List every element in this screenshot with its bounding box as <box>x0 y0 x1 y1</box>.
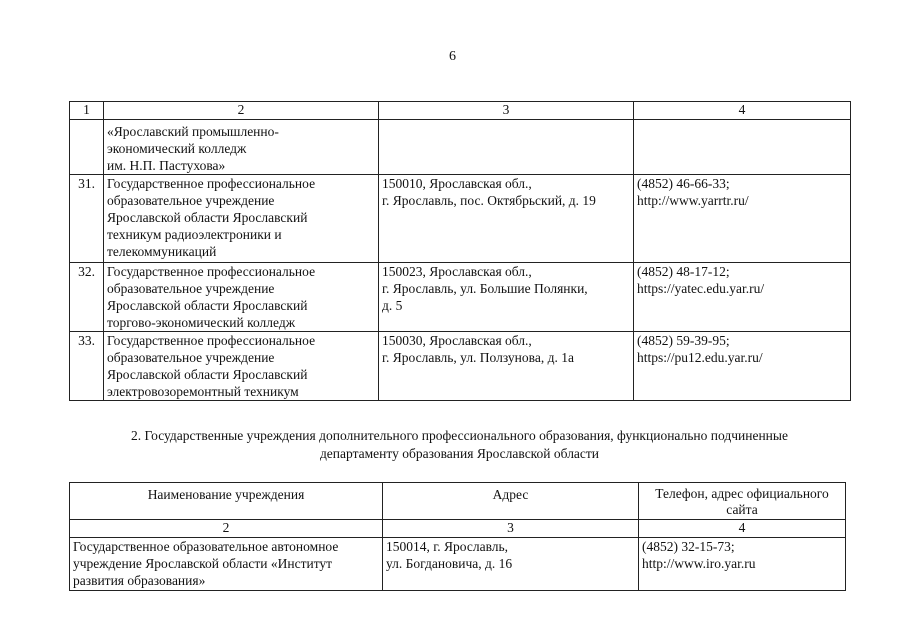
page-number: 6 <box>449 49 456 64</box>
table-header-row <box>70 483 846 520</box>
institution-address: 150030, Ярославская обл., г. Ярославль, ул. Ползунова, д. 1а <box>379 332 634 401</box>
website-link: https://yatec.edu.yar.ru/ <box>637 281 765 296</box>
additional-education-table <box>69 482 846 591</box>
website-link: http://www.yarrtr.ru/ <box>637 193 749 208</box>
column-header-name: Наименование учреждения <box>70 483 383 520</box>
institution-contacts <box>634 263 851 332</box>
website-link: http://www.iro.yar.ru <box>642 556 756 571</box>
institution-address: 150023, Ярославская обл., г. Ярославль, ул. Большие Полянки, д. 5 <box>379 263 634 332</box>
institution-address <box>379 120 634 175</box>
phone-number: (4852) 32-15-73; <box>642 539 735 554</box>
institution-address: 150010, Ярославская обл., г. Ярославль, пос. Октябрьский, д. 19 <box>379 175 634 263</box>
institution-contacts <box>634 175 851 263</box>
institution-contacts <box>634 120 851 175</box>
table-row <box>70 175 851 263</box>
phone-number: (4852) 48-17-12; <box>637 264 730 279</box>
institution-name: Государственное профессиональное образовательное учреждение Ярославской области Ярославский техникум радиоэлектроники и телекоммуникаций <box>104 175 379 263</box>
row-number <box>70 120 104 175</box>
phone-number: (4852) 46-66-33; <box>637 176 730 191</box>
column-number-2: 2 <box>104 102 379 120</box>
row-number: 32. <box>70 263 104 332</box>
column-number-1: 1 <box>70 102 104 120</box>
row-number: 33. <box>70 332 104 401</box>
institution-name: Государственное профессиональное образовательное учреждение Ярославской области Ярославский торгово-экономический колледж <box>104 263 379 332</box>
institution-contacts <box>634 332 851 401</box>
table-row <box>70 120 851 175</box>
column-number-4: 4 <box>639 520 846 538</box>
column-header-contacts: Телефон, адрес официального сайта <box>639 483 846 520</box>
institutions-table <box>69 101 851 401</box>
table-row <box>70 263 851 332</box>
column-number-3: 3 <box>383 520 639 538</box>
column-number-3: 3 <box>379 102 634 120</box>
column-number-4: 4 <box>634 102 851 120</box>
institution-name: «Ярославский промышленно- экономический колледж им. Н.П. Пастухова» <box>104 120 379 175</box>
section-2-heading: 2. Государственные учреждения дополнительного профессионального образования, функционально подчиненные департаменту образования Ярославской области <box>131 428 788 461</box>
website-link: https://pu12.edu.yar.ru/ <box>637 350 763 365</box>
table-number-row <box>70 520 846 538</box>
column-header-address: Адрес <box>383 483 639 520</box>
table-header-row <box>70 102 851 120</box>
institution-name: Государственное образовательное автономное учреждение Ярославской области «Институт развития образования» <box>70 538 383 591</box>
column-number-2: 2 <box>70 520 383 538</box>
table-row <box>70 332 851 401</box>
institution-contacts <box>639 538 846 591</box>
phone-number: (4852) 59-39-95; <box>637 333 730 348</box>
institution-address: 150014, г. Ярославль, ул. Богдановича, д. 16 <box>383 538 639 591</box>
row-number: 31. <box>70 175 104 263</box>
institution-name: Государственное профессиональное образовательное учреждение Ярославской области Ярославский электровозоремонтный техникум <box>104 332 379 401</box>
table-row <box>70 538 846 591</box>
